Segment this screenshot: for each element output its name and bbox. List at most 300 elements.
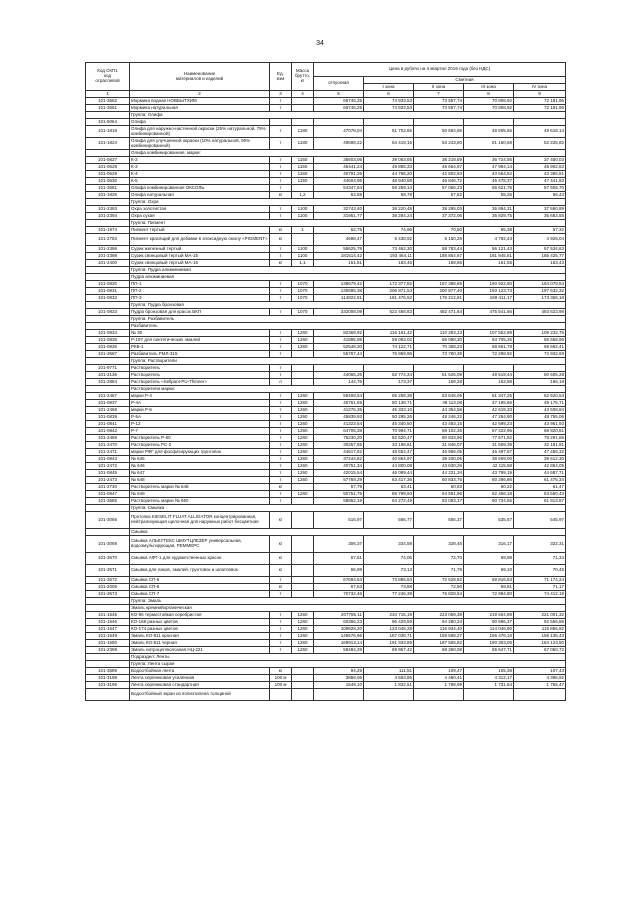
price-zone-4	[514, 689, 566, 701]
price-zone-4: 47 441,83	[514, 178, 566, 185]
header-smetnaya: Сметная	[364, 77, 566, 84]
price-release: 66745,25	[314, 105, 364, 112]
price-zone-3: 47 264,90	[464, 414, 514, 421]
price-zone-4: 61 475,34	[514, 477, 566, 484]
item-mass: 1260	[292, 400, 314, 407]
item-unit: т	[270, 421, 292, 428]
price-release: 138679,42	[314, 281, 364, 288]
item-mass	[292, 351, 314, 358]
price-zone-3: 77 671,52	[464, 435, 514, 442]
group-row	[86, 316, 566, 323]
group-code-cell	[86, 302, 130, 309]
price-zone-3: 4 312,17	[464, 675, 514, 682]
price-zone-1: 193 464,11	[364, 253, 414, 260]
price-zone-3: 60 734,55	[464, 498, 514, 505]
item-unit: кг	[270, 484, 292, 491]
price-zone-1: 64 272,49	[364, 498, 414, 505]
table-row	[86, 512, 566, 529]
table-row	[86, 668, 566, 675]
price-zone-2: 56 098,30	[414, 337, 464, 344]
price-zone-4: 4 925,04	[514, 234, 566, 246]
item-code: 101-3571	[86, 565, 130, 577]
item-code: 101-0832	[86, 295, 130, 302]
price-zone-4: 67 050,72	[514, 647, 566, 654]
price-release	[314, 119, 364, 126]
price-zone-4: 4 396,92	[514, 675, 566, 682]
price-release: 45761,69	[314, 400, 364, 407]
item-unit: т	[270, 640, 292, 647]
price-zone-2: 51 526,09	[414, 372, 464, 379]
table-row	[86, 351, 566, 358]
price-release: 47078,04	[314, 126, 364, 138]
price-zone-2: 70 358,23	[414, 344, 464, 351]
table-row	[86, 105, 566, 112]
group-label: Смывка	[130, 529, 566, 536]
item-mass: 1250	[292, 647, 314, 654]
item-unit: т	[270, 477, 292, 484]
price-zone-2: 46 966,05	[414, 449, 464, 456]
group-row	[86, 598, 566, 605]
price-zone-2: 54 591,96	[414, 491, 464, 498]
item-mass	[292, 484, 314, 491]
price-release: 30257,55	[314, 442, 364, 449]
price-zone-1: 76 959,96	[364, 351, 414, 358]
price-release: 62,75	[314, 227, 364, 234]
item-name: Р-7	[130, 428, 270, 435]
price-zone-1	[364, 365, 414, 372]
price-zone-3: 162,68	[464, 379, 514, 386]
item-code: 101-0834	[86, 330, 130, 337]
price-zone-2: 46 846,72	[414, 178, 464, 185]
group-code-cell	[86, 323, 130, 330]
table-row	[86, 682, 566, 689]
item-name: Растворитель марки № 648	[130, 484, 270, 491]
table-row	[86, 640, 566, 647]
price-zone-3: 56 121,43	[464, 246, 514, 253]
item-name: ПП-2	[130, 288, 270, 295]
price-release: 41323,54	[314, 421, 364, 428]
item-code: 101-0628	[86, 164, 130, 171]
price-zone-4: 71,34	[514, 553, 566, 565]
price-zone-1: 59 083,02	[364, 337, 414, 344]
price-zone-1: 181 476,52	[364, 295, 414, 302]
price-zone-4: 158 135,43	[514, 633, 566, 640]
price-zone-4: 164 079,64	[514, 281, 566, 288]
item-unit: т	[270, 612, 292, 619]
item-unit: кг	[270, 512, 292, 529]
item-mass: 1260	[292, 337, 314, 344]
price-zone-3: 55 621,76	[464, 185, 514, 192]
table-row	[86, 647, 566, 654]
price-zone-3: 69,81	[464, 584, 514, 591]
item-code: 101-1550	[86, 640, 130, 647]
group-code-cell	[86, 274, 130, 281]
price-zone-3: 4 792,43	[464, 234, 514, 246]
price-zone-1: 45 340,50	[364, 421, 414, 428]
item-unit: т	[270, 288, 292, 295]
price-zone-2: 50 584,65	[414, 126, 464, 138]
table-row	[86, 536, 566, 553]
col-number: 2	[130, 91, 270, 98]
table-row	[86, 584, 566, 591]
item-name: Водоотбойная лента	[130, 668, 270, 675]
price-zone-3: 68 661,78	[464, 344, 514, 351]
item-name: К-3	[130, 164, 270, 171]
item-mass: 1100	[292, 246, 314, 253]
price-zone-2: 200 877,40	[414, 288, 464, 295]
price-release: 67,63	[314, 584, 364, 591]
price-zone-2: 73 780,35	[414, 351, 464, 358]
group-code-cell	[86, 661, 130, 668]
price-release: 60366,23	[314, 619, 364, 626]
price-release: 54347,64	[314, 185, 364, 192]
table-row	[86, 633, 566, 640]
item-unit: т	[270, 463, 292, 470]
table-row	[86, 171, 566, 178]
price-zone-4: 109 232,76	[514, 330, 566, 337]
price-zone-4: 57 534,63	[514, 246, 566, 253]
item-unit: т	[270, 393, 292, 400]
item-unit: т	[270, 309, 292, 316]
price-zone-4: 92 556,86	[514, 619, 566, 626]
price-zone-2: 80 833,96	[414, 435, 464, 442]
price-zone-3: 36 724,56	[464, 157, 514, 164]
item-unit: кг	[270, 234, 292, 246]
group-label: Группа: Пудра алюминиевая	[130, 267, 566, 274]
item-name: № 649	[130, 491, 270, 498]
table-row	[86, 192, 566, 199]
price-release: 67,61	[314, 553, 364, 565]
item-code: 101-2394	[86, 213, 130, 220]
page-number: 34	[316, 40, 324, 47]
item-mass: 1260	[292, 491, 314, 498]
item-name: ПП-3	[130, 295, 270, 302]
price-zone-1: 77 246,38	[364, 591, 414, 598]
price-zone-4: 107,43	[514, 668, 566, 675]
item-name: Олифа натуральная	[130, 192, 270, 199]
price-zone-2: 53 243,60	[414, 138, 464, 150]
group-row	[86, 267, 566, 274]
item-mass: 1070	[292, 281, 314, 288]
price-zone-2: 1 798,99	[414, 682, 464, 689]
price-zone-2: 48 246,22	[414, 414, 464, 421]
price-zone-1: 73 885,63	[364, 577, 414, 584]
price-zone-1: 172 377,82	[364, 281, 414, 288]
item-mass	[292, 119, 314, 126]
item-code: 101-3198	[86, 675, 130, 682]
price-zone-4: 79 291,65	[514, 435, 566, 442]
price-release: 4698,47	[314, 234, 364, 246]
group-code-cell	[86, 220, 130, 227]
price-zone-2: 60,83	[414, 484, 464, 491]
price-zone-2: 38 295,03	[414, 206, 464, 213]
item-name: Смывка АФТ-1 для художественных красок	[130, 553, 270, 565]
group-code-cell	[86, 386, 130, 393]
price-zone-1: 96 429,59	[364, 619, 414, 626]
item-code: 101-1824	[86, 138, 130, 150]
item-mass: 1	[292, 227, 314, 234]
price-zone-4: 71 174,24	[514, 577, 566, 584]
item-unit: кг	[270, 668, 292, 675]
header-code: Код СКП1 код отраслевой	[86, 63, 130, 91]
col-number: 7	[414, 91, 464, 98]
item-unit: т	[270, 213, 292, 220]
col-number: 6	[364, 91, 414, 98]
item-code: 101-1546	[86, 619, 130, 626]
price-release: 58625,78	[314, 246, 364, 253]
price-release: 75230,20	[314, 435, 364, 442]
price-zone-2: 58 783,44	[414, 246, 464, 253]
price-zone-3: 70 808,92	[464, 98, 514, 105]
price-release: 66,99	[314, 565, 364, 577]
group-code-cell	[86, 358, 130, 365]
group-label: Олифа комбинированная, марки:	[130, 150, 566, 157]
item-code	[86, 689, 130, 701]
item-name: К-4	[130, 171, 270, 178]
item-unit: т	[270, 400, 292, 407]
item-name: Пудра бронзовая для красок БКП	[130, 309, 270, 316]
header-release: отпускная	[314, 77, 364, 91]
table-row	[86, 675, 566, 682]
item-name: Растворитель марки № 650	[130, 498, 270, 505]
item-name: марки Р-4	[130, 393, 270, 400]
price-zone-3: 67 422,95	[464, 428, 514, 435]
item-mass	[292, 591, 314, 598]
price-zone-3: 60,22	[464, 484, 514, 491]
price-zone-3: 43 554,52	[464, 171, 514, 178]
price-zone-1: 334,59	[364, 536, 414, 553]
item-name: Мормика натуральная	[130, 105, 270, 112]
header-price-title: Цена в рублях на II квартал 2016 года (без НДС)	[314, 63, 566, 77]
table-row	[86, 612, 566, 619]
item-mass	[292, 584, 314, 591]
item-unit: кг	[270, 227, 292, 234]
item-mass	[292, 234, 314, 246]
price-zone-4: 184 123,50	[514, 640, 566, 647]
table-row	[86, 449, 566, 456]
item-name: Лента серпянковая стандартная	[130, 682, 270, 689]
price-release: 35603,06	[314, 157, 364, 164]
price-zone-4: 48 755,06	[514, 414, 566, 421]
price-zone-2: 94 280,34	[414, 619, 464, 626]
item-mass: 1260	[292, 407, 314, 414]
price-zone-2: 556,37	[414, 512, 464, 529]
item-mass: 1260	[292, 442, 314, 449]
table-row	[86, 157, 566, 164]
price-zone-3	[464, 365, 514, 372]
item-code: 101-1549	[86, 633, 130, 640]
item-unit: т	[270, 414, 292, 421]
item-mass: 1070	[292, 288, 314, 295]
item-mass	[292, 98, 314, 105]
price-release	[314, 365, 364, 372]
item-mass: 1150	[292, 171, 314, 178]
table-row	[86, 309, 566, 316]
item-code: 101-3589	[86, 668, 130, 675]
group-code-cell	[86, 505, 130, 512]
price-release: 109928,20	[314, 626, 364, 633]
price-zone-1: 82 620,47	[364, 435, 414, 442]
col-number: 1	[86, 91, 130, 98]
table-row	[86, 565, 566, 577]
price-zone-4: 44 687,71	[514, 470, 566, 477]
price-zone-1: 74,06	[364, 553, 414, 565]
item-code: 101-0847	[86, 491, 130, 498]
price-table	[85, 62, 566, 701]
item-mass: 1260	[292, 393, 314, 400]
price-zone-4: 69 682,41	[514, 344, 566, 351]
item-name: Растворитель	[130, 372, 270, 379]
table-row	[86, 126, 566, 138]
item-unit: т	[270, 633, 292, 640]
item-mass	[292, 577, 314, 584]
price-zone-2: 68 260,08	[414, 647, 464, 654]
item-unit: кг	[270, 192, 292, 199]
price-zone-2: 43 483,15	[414, 421, 464, 428]
price-release: 114822,81	[314, 295, 364, 302]
item-code: 101-2471	[86, 449, 130, 456]
price-zone-1: 40 864,97	[364, 456, 414, 463]
price-zone-1: 52 774,34	[364, 372, 414, 379]
price-zone-3: 36 894,31	[464, 206, 514, 213]
price-zone-4: 545,97	[514, 512, 566, 529]
price-zone-2: 38 218,69	[414, 157, 464, 164]
item-mass	[292, 553, 314, 565]
price-zone-1	[364, 689, 414, 701]
col-number: 9	[514, 91, 566, 98]
price-zone-1: 59 259,14	[364, 185, 414, 192]
item-unit: т	[270, 365, 292, 372]
price-release: 44617,62	[314, 449, 364, 456]
price-zone-1	[364, 119, 414, 126]
price-zone-2: 159 598,27	[414, 633, 464, 640]
price-release: 31951,77	[314, 213, 364, 220]
item-unit: т	[270, 178, 292, 185]
item-code: 101-2469	[86, 435, 130, 442]
item-code: 101-1974	[86, 227, 130, 234]
item-unit: т	[270, 407, 292, 414]
price-zone-1: 73 462,30	[364, 246, 414, 253]
table-row	[86, 421, 566, 428]
price-zone-3: 48 605,65	[464, 126, 514, 138]
item-code: 101-1819	[86, 126, 130, 138]
price-zone-2: 167 388,65	[414, 281, 464, 288]
price-zone-1: 51 702,66	[364, 126, 414, 138]
table-row	[86, 372, 566, 379]
price-zone-4: 74 412,19	[514, 591, 566, 598]
item-mass: 1260	[292, 456, 314, 463]
price-release: 40791,26	[314, 171, 364, 178]
item-code: 101-1547	[86, 626, 130, 633]
item-code: 101-3069	[86, 536, 130, 553]
item-name: Эмаль нитроцеллюлозная НЦ-221	[130, 647, 270, 654]
price-zone-4: 39 612,30	[514, 456, 566, 463]
price-zone-1: 63,41	[364, 484, 414, 491]
price-zone-4: 32 181,91	[514, 442, 566, 449]
item-code: 101-2398	[86, 253, 130, 260]
group-row	[86, 605, 566, 612]
item-code: 101-2783	[86, 234, 130, 246]
item-code: 101-2473	[86, 477, 130, 484]
table-row	[86, 484, 566, 491]
price-zone-4: 72 932,69	[514, 351, 566, 358]
price-zone-2: 57 066,23	[414, 185, 464, 192]
item-unit: т	[270, 105, 292, 112]
item-mass: 1,1	[292, 260, 314, 267]
price-zone-2: 482 471,64	[414, 309, 464, 316]
price-release: 41276,35	[314, 407, 364, 414]
price-zone-1: 123 045,28	[364, 626, 414, 633]
price-release: 516,97	[314, 512, 364, 529]
price-zone-2: 57,52	[414, 192, 464, 199]
item-name: Растворитель Р-60	[130, 435, 270, 442]
price-zone-2: 75 828,54	[414, 591, 464, 598]
price-release: 44604,96	[314, 178, 364, 185]
table-row	[86, 295, 566, 302]
item-unit: кг	[270, 260, 292, 267]
group-label: Группа: Пигмент	[130, 220, 566, 227]
col-number: 8	[464, 91, 514, 98]
price-release: 181514,42	[314, 253, 364, 260]
table-row	[86, 435, 566, 442]
table-row	[86, 234, 566, 246]
price-zone-2: 68 102,35	[414, 428, 464, 435]
price-zone-2: 109,47	[414, 668, 464, 675]
price-zone-3: 161,55	[464, 260, 514, 267]
item-unit: 100 м	[270, 682, 292, 689]
item-code: 101-3573	[86, 591, 130, 598]
price-zone-3: 69,98	[464, 553, 514, 565]
item-name: Водоотбойный экран из полиэтилена толщиной	[130, 689, 270, 701]
price-zone-4: 68 820,61	[514, 428, 566, 435]
table-row	[86, 470, 566, 477]
table-row	[86, 553, 566, 565]
price-zone-2: 42 802,83	[414, 171, 464, 178]
item-name: Пигмент тертый	[130, 227, 270, 234]
price-zone-4: 61,47	[514, 484, 566, 491]
table-row	[86, 414, 566, 421]
price-release: 169913,14	[314, 640, 364, 647]
price-zone-1: 44 766,20	[364, 171, 414, 178]
price-zone-3: 47 195,66	[464, 400, 514, 407]
item-mass	[292, 675, 314, 682]
price-zone-4: 1 765,47	[514, 682, 566, 689]
price-release: 130685,38	[314, 288, 364, 295]
item-mass: 1260	[292, 435, 314, 442]
price-zone-1: 70 994,71	[364, 428, 414, 435]
item-code: 101-0627	[86, 157, 130, 164]
price-zone-1: 38 284,24	[364, 213, 414, 220]
item-code: 101-2467	[86, 393, 130, 400]
item-code: 101-3587	[86, 351, 130, 358]
item-name: № 645	[130, 456, 270, 463]
item-code: 101-0629	[86, 171, 130, 178]
item-unit: т	[270, 647, 292, 654]
item-code: 101-3066	[86, 512, 130, 529]
item-code: 101-2393	[86, 206, 130, 213]
price-release: 45441,24	[314, 164, 364, 171]
item-name: РКБ-1	[130, 344, 270, 351]
price-zone-4: 72 181,96	[514, 105, 566, 112]
item-name: Протопка KIESELIT FLUAT ALLIGATOR концентрированная, нейтрализующая щелочная для наружных работ бесцветная	[130, 512, 270, 529]
price-zone-3: 42 619,33	[464, 407, 514, 414]
price-zone-1: 50 138,71	[364, 400, 414, 407]
price-zone-2: 187 555,82	[414, 640, 464, 647]
item-mass	[292, 536, 314, 553]
item-unit: т	[270, 337, 292, 344]
table-row	[86, 330, 566, 337]
price-zone-2: 169,28	[414, 379, 464, 386]
